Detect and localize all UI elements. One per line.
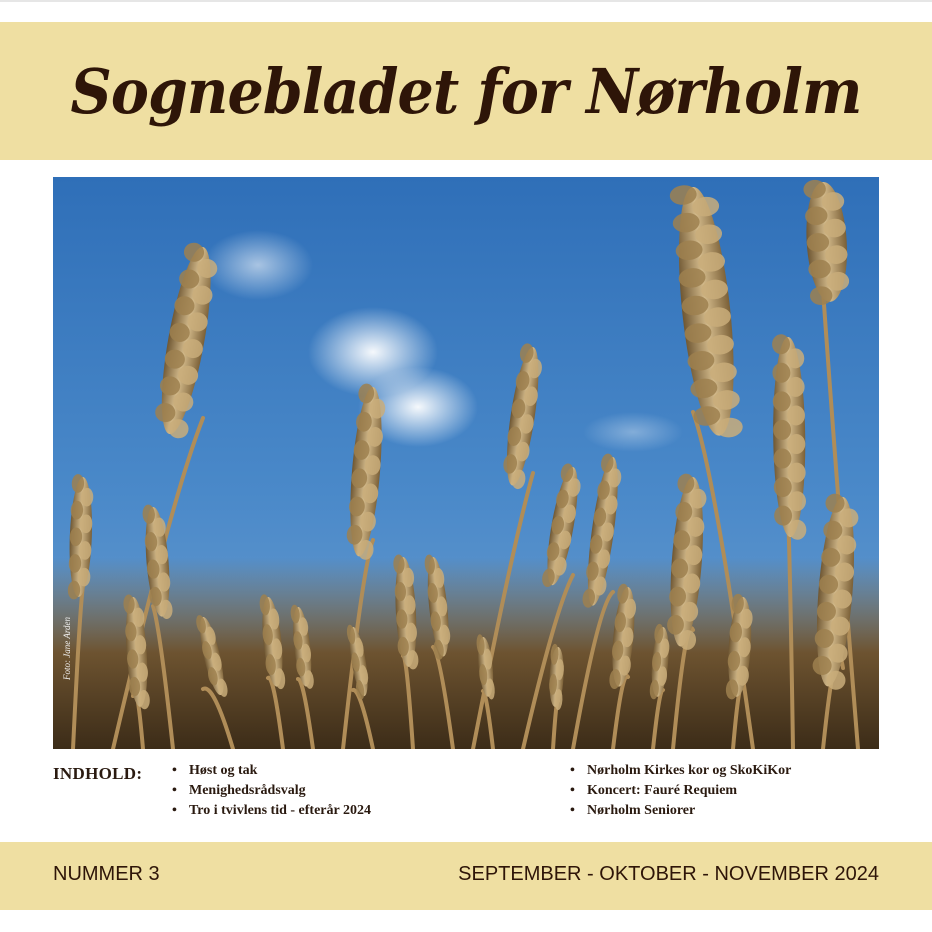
bullet-icon: • bbox=[172, 803, 177, 818]
wheat-field-image bbox=[53, 177, 879, 749]
bullet-icon: • bbox=[172, 763, 177, 778]
toc-right-column bbox=[570, 761, 791, 821]
bullet-icon: • bbox=[570, 803, 575, 818]
toc-item: • Høst og tak bbox=[172, 761, 371, 781]
bullet-icon: • bbox=[172, 783, 177, 798]
photo-credit: Foto: Jane Arden bbox=[62, 617, 72, 680]
toc-item: • Nørholm Kirkes kor og SkoKiKor bbox=[570, 761, 791, 781]
newsletter-title: Sognebladet for Nørholm bbox=[70, 54, 862, 128]
cover-photo bbox=[53, 177, 879, 749]
masthead bbox=[0, 22, 932, 160]
toc-label: INDHOLD: bbox=[53, 764, 143, 783]
top-rule bbox=[0, 0, 932, 2]
toc-item: • Menighedsrådsvalg bbox=[172, 781, 371, 801]
toc-item: • Nørholm Seniorer bbox=[570, 801, 791, 821]
bullet-icon: • bbox=[570, 763, 575, 778]
toc-left-column bbox=[172, 761, 371, 821]
footer-band bbox=[0, 842, 932, 910]
issue-number: NUMMER 3 bbox=[53, 863, 160, 885]
issue-period: SEPTEMBER - OKTOBER - NOVEMBER 2024 bbox=[458, 863, 879, 885]
toc-item: • Koncert: Fauré Requiem bbox=[570, 781, 791, 801]
toc-item: • Tro i tvivlens tid - efterår 2024 bbox=[172, 801, 371, 821]
bullet-icon: • bbox=[570, 783, 575, 798]
